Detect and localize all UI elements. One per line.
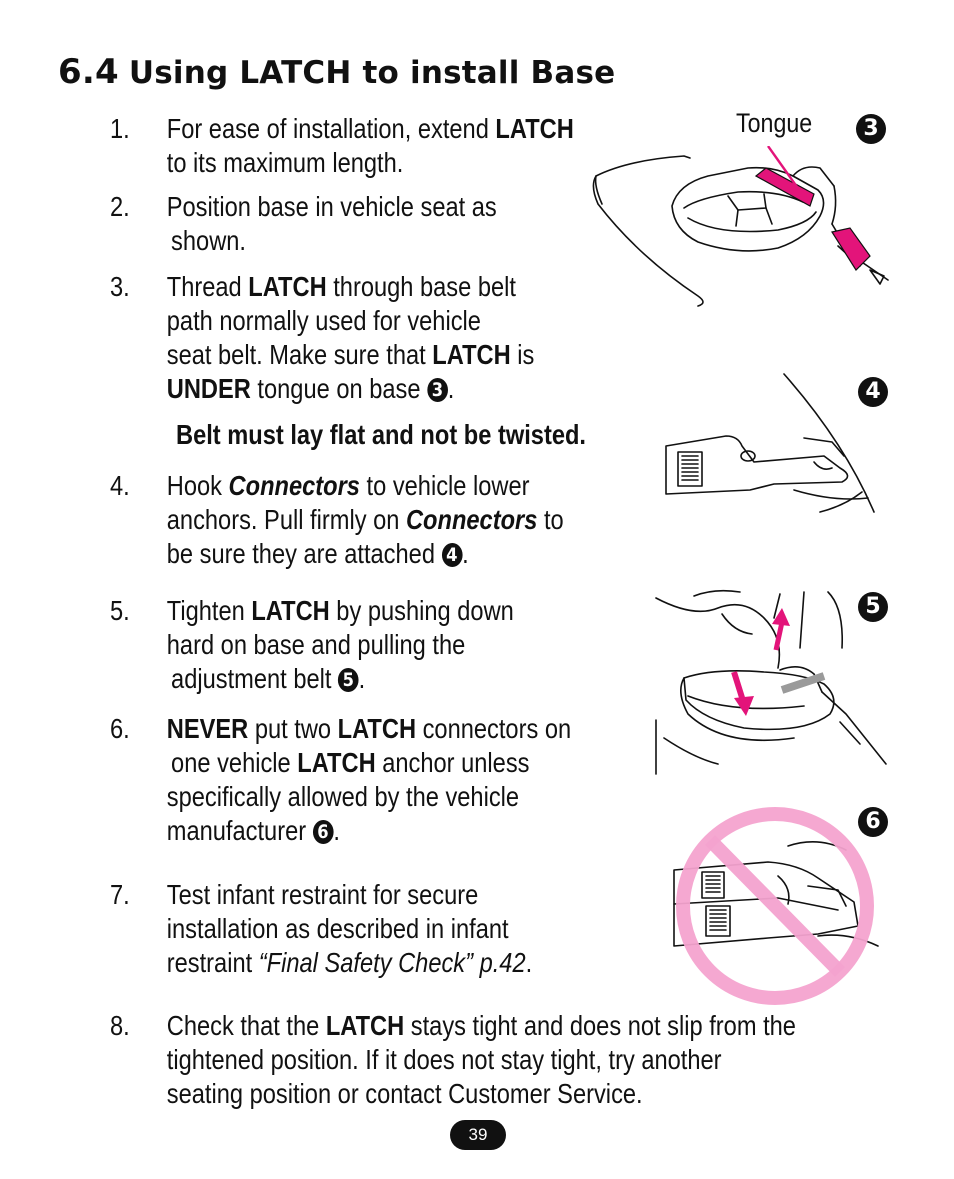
text-run: seat belt. Make sure that bbox=[166, 339, 433, 370]
bold-italic-term: Connectors bbox=[228, 470, 360, 501]
step-line bbox=[167, 1043, 796, 1077]
section-number: 6.4 bbox=[58, 52, 119, 92]
text-run: adjustment belt bbox=[171, 663, 339, 694]
bold-term: LATCH bbox=[248, 271, 327, 302]
text-run: specifically allowed by the vehicle bbox=[166, 781, 520, 812]
text-run: manufacturer bbox=[166, 815, 313, 846]
bold-term: LATCH bbox=[251, 595, 330, 626]
step-line bbox=[167, 662, 514, 696]
step-line bbox=[167, 746, 571, 780]
text-run: . bbox=[333, 815, 340, 846]
figure-5-tighten-illustration bbox=[654, 588, 890, 776]
figure-reference-icon: 6 bbox=[313, 820, 334, 844]
text-run: to bbox=[537, 504, 564, 535]
figure-3-badge: 3 bbox=[856, 114, 886, 144]
figure-reference-icon: 3 bbox=[427, 378, 448, 402]
step-text bbox=[167, 594, 514, 696]
text-run: Check that the bbox=[166, 1010, 326, 1041]
step-line bbox=[167, 780, 571, 814]
step-line bbox=[167, 372, 535, 406]
step-number: 2. bbox=[110, 191, 130, 222]
bold-term: LATCH bbox=[325, 1010, 405, 1041]
step-text bbox=[167, 712, 571, 848]
step-line bbox=[167, 304, 535, 338]
text-run: by pushing down bbox=[329, 595, 514, 626]
step-number: 6. bbox=[110, 713, 130, 744]
step-line bbox=[167, 469, 564, 503]
step-line bbox=[167, 537, 564, 571]
step-line bbox=[167, 594, 514, 628]
text-run: Hook bbox=[166, 470, 229, 501]
step-line bbox=[167, 1077, 796, 1111]
warning-note: Belt must lay flat and not be twisted. bbox=[176, 419, 586, 450]
figure-4-badge: 4 bbox=[858, 377, 888, 407]
step-line bbox=[167, 146, 574, 180]
page-number: 39 bbox=[450, 1120, 506, 1150]
figure-6-badge: 6 bbox=[858, 807, 888, 837]
text-run: anchors. Pull firmly on bbox=[166, 504, 406, 535]
text-run: to vehicle lower bbox=[359, 470, 530, 501]
text-run: to its maximum length. bbox=[166, 147, 404, 178]
text-run: through base belt bbox=[326, 271, 517, 302]
figure-reference-icon: 4 bbox=[442, 543, 463, 567]
text-run: hard on base and pulling the bbox=[166, 629, 466, 660]
text-run: one vehicle bbox=[171, 747, 298, 778]
step-number: 4. bbox=[110, 470, 130, 501]
text-run: is bbox=[510, 339, 535, 370]
text-run: Position base in vehicle seat as bbox=[166, 191, 497, 222]
text-run: seating position or contact Customer Service. bbox=[166, 1078, 643, 1109]
figure-5-badge: 5 bbox=[858, 592, 888, 622]
step-line bbox=[167, 270, 535, 304]
text-run: . bbox=[462, 538, 469, 569]
step-line bbox=[167, 712, 571, 746]
figure-6-prohibited-illustration bbox=[668, 806, 888, 1006]
step-line bbox=[167, 190, 497, 224]
step-line bbox=[167, 224, 497, 258]
text-run: . bbox=[447, 373, 455, 404]
step-number: 3. bbox=[110, 271, 130, 302]
bold-term: LATCH bbox=[495, 113, 574, 144]
bold-italic-term: Connectors bbox=[405, 504, 538, 535]
text-run: tightened position. If it does not stay tight, try another bbox=[166, 1044, 722, 1075]
step-number: 8. bbox=[110, 1010, 130, 1041]
text-run: Tighten bbox=[166, 595, 252, 626]
text-run: installation as described in infant bbox=[166, 913, 509, 944]
step-line bbox=[167, 878, 532, 912]
text-run: anchor unless bbox=[375, 747, 530, 778]
text-run: Test infant restraint for secure bbox=[166, 879, 479, 910]
text-run: For ease of installation, extend bbox=[166, 113, 496, 144]
bold-term: LATCH bbox=[337, 713, 417, 744]
section-heading bbox=[58, 52, 615, 92]
bold-term: LATCH bbox=[432, 339, 511, 370]
figure-3-base-illustration bbox=[588, 146, 898, 308]
text-run: connectors on bbox=[416, 713, 572, 744]
tongue-label: Tongue bbox=[736, 108, 813, 138]
step-text bbox=[167, 1009, 796, 1111]
step-line bbox=[167, 503, 564, 537]
figure-4-connector-illustration bbox=[664, 372, 882, 518]
text-run: path normally used for vehicle bbox=[166, 305, 481, 336]
step-line bbox=[167, 112, 574, 146]
step-text bbox=[167, 469, 564, 571]
text-run: Thread bbox=[166, 271, 249, 302]
text-run: stays tight and does not slip from the bbox=[404, 1010, 796, 1041]
bold-term: LATCH bbox=[297, 747, 376, 778]
text-run: . bbox=[358, 663, 366, 694]
italic-reference: “Final Safety Check” p.42 bbox=[258, 947, 526, 978]
text-run: be sure they are attached bbox=[166, 538, 442, 569]
text-run: restraint bbox=[166, 947, 259, 978]
text-run: tongue on base bbox=[250, 373, 428, 404]
step-number: 1. bbox=[110, 113, 130, 144]
bold-term: UNDER bbox=[166, 373, 251, 404]
text-run: put two bbox=[248, 713, 338, 744]
step-line bbox=[167, 814, 571, 848]
step-text bbox=[167, 878, 532, 980]
step-line bbox=[167, 946, 532, 980]
section-title: Using LATCH to install Base bbox=[128, 55, 616, 91]
step-line bbox=[167, 912, 532, 946]
text-run: shown. bbox=[171, 225, 247, 256]
step-line bbox=[167, 1009, 796, 1043]
step-text bbox=[167, 270, 535, 406]
bold-term: NEVER bbox=[166, 713, 249, 744]
step-number: 7. bbox=[110, 879, 130, 910]
step-line bbox=[167, 338, 535, 372]
step-text bbox=[167, 190, 497, 258]
step-text bbox=[167, 112, 574, 180]
figure-reference-icon: 5 bbox=[338, 668, 359, 692]
step-line bbox=[167, 628, 514, 662]
step-number: 5. bbox=[110, 595, 130, 626]
text-run: . bbox=[525, 947, 533, 978]
